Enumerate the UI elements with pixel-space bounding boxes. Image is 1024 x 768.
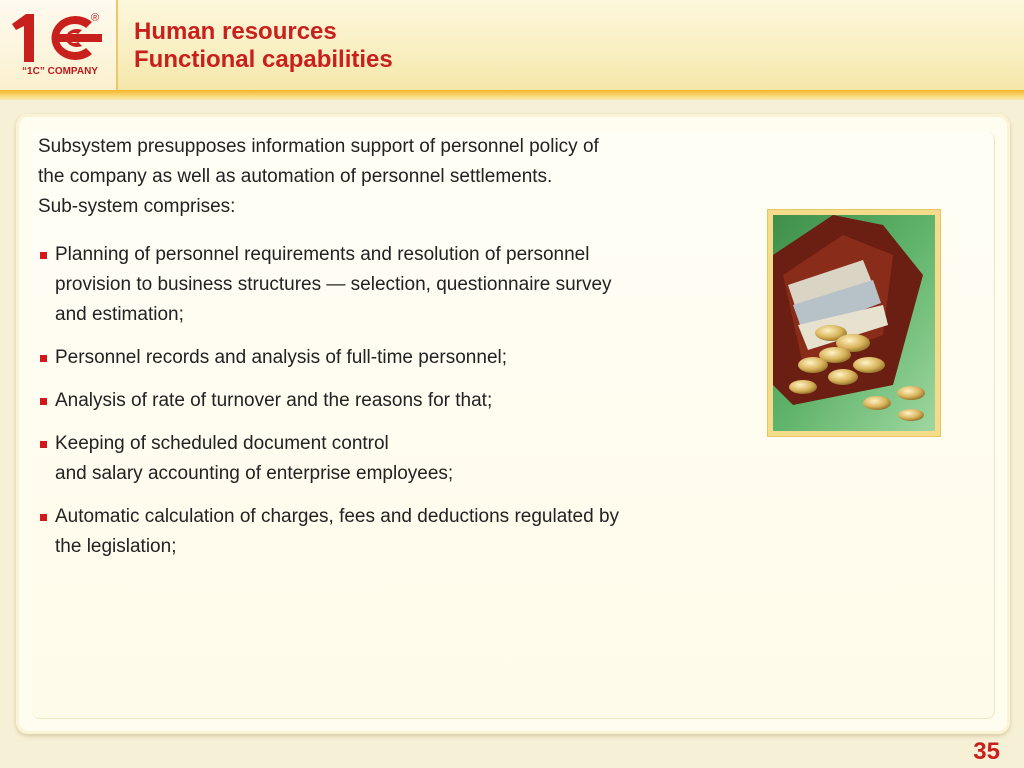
bullet-square-icon xyxy=(40,355,47,362)
bullet-square-icon xyxy=(40,252,47,259)
list-item-line: Keeping of scheduled document control xyxy=(55,433,389,454)
bullet-square-icon xyxy=(40,514,47,521)
list-item-line: Planning of personnel requirements and resolution of personnel xyxy=(55,244,590,265)
list-item-line: Analysis of rate of turnover and the reasons for that; xyxy=(55,390,493,411)
logo-company-text: “1C” COMPANY xyxy=(22,66,98,77)
list-item xyxy=(38,240,738,330)
intro-text xyxy=(38,132,738,222)
list-item xyxy=(38,386,738,416)
photo-frame xyxy=(768,210,940,436)
header-stripe xyxy=(0,90,1024,100)
registered-mark: ® xyxy=(91,12,100,24)
title-line-2: Functional capabilities xyxy=(134,46,393,73)
title-line-1: Human resources xyxy=(134,18,337,45)
intro-line: Subsystem presupposes information support of personnel policy of xyxy=(38,136,599,157)
list-item xyxy=(38,343,738,373)
list-item-line: the legislation; xyxy=(55,536,177,557)
list-item-line: provision to business structures — selection, questionnaire survey xyxy=(55,274,612,295)
list-item xyxy=(38,502,738,562)
list-item xyxy=(38,429,738,489)
bullet-square-icon xyxy=(40,441,47,448)
wallet-coins-photo xyxy=(773,215,935,431)
capabilities-list xyxy=(38,240,738,575)
list-item-line: and salary accounting of enterprise employees; xyxy=(55,463,454,484)
list-item-line: and estimation; xyxy=(55,304,184,325)
bullet-square-icon xyxy=(40,398,47,405)
list-item-line: Personnel records and analysis of full-time personnel; xyxy=(55,347,508,368)
list-item-line: Automatic calculation of charges, fees and deductions regulated by xyxy=(55,506,620,527)
page-number: 35 xyxy=(973,738,1000,765)
logo xyxy=(0,0,118,90)
intro-line: the company as well as automation of personnel settlements. xyxy=(38,166,553,187)
page-title xyxy=(134,18,393,74)
intro-line: Sub-system comprises: xyxy=(38,196,236,217)
